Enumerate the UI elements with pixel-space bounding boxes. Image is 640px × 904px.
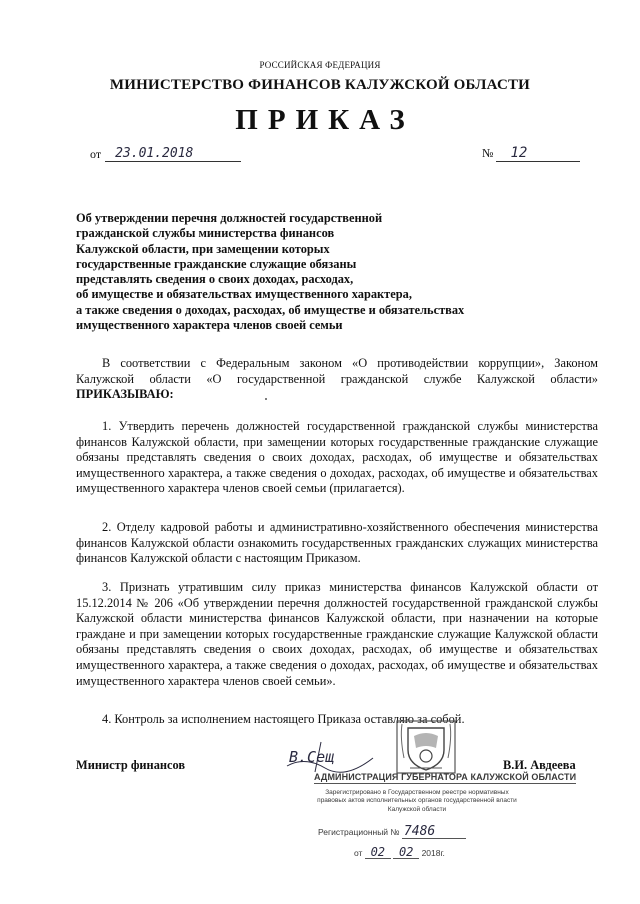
stamp-line: Зарегистрировано в Государственном реестре нормативных	[325, 789, 509, 796]
registration-number-row	[318, 825, 466, 839]
order-date-line	[90, 146, 241, 162]
subject-line: имущественного характера членов своей семьи	[76, 318, 343, 333]
registration-day: 02	[365, 846, 391, 859]
date-label: от	[90, 147, 102, 161]
signatory-title: Министр финансов	[76, 758, 186, 772]
signatory-name: В.И. Авдеева	[503, 758, 576, 772]
clause-4: 4. Контроль за исполнением настоящего Приказа оставляю за собой.	[102, 712, 465, 726]
subject-line: гражданской службы министерства финансов	[76, 226, 335, 241]
registration-month: 02	[393, 846, 419, 859]
order-number-line	[482, 146, 580, 162]
clause-2: 2. Отделу кадровой работы и административно-хозяйственного обеспечения министерства финансов Калужской области ознакомить государственных гражданских служащих министерства финансов Калужской области с настоящим Приказом.	[76, 520, 598, 566]
signature-text: В.Сещ	[289, 748, 335, 766]
registration-date-prefix: от	[354, 848, 363, 858]
preamble-paragraph	[76, 356, 598, 403]
stamp-heading: АДМИНИСТРАЦИЯ ГУБЕРНАТОРА КАЛУЖСКОЙ ОБЛАСТИ	[314, 772, 577, 782]
scan-speck	[265, 398, 267, 400]
ministry-heading: МИНИСТЕРСТВО ФИНАНСОВ КАЛУЖСКОЙ ОБЛАСТИ	[109, 77, 531, 93]
order-subject	[76, 211, 546, 333]
preamble-text: В соответствии с Федеральным законом «О противодействии коррупции», Законом Калужской области «О государственной гражданской службе Калужской области»	[76, 356, 598, 386]
federation-heading: РОССИЙСКАЯ ФЕДЕРАЦИЯ	[259, 60, 381, 70]
subject-line: а также сведения о доходах, расходах, об имуществе и обязательствах	[76, 302, 465, 317]
stamp-text-block	[306, 789, 528, 814]
document-type-title: ПРИКАЗ	[235, 104, 415, 136]
stamp-line: Калужской области	[387, 805, 447, 813]
order-date-value: 23.01.2018	[105, 146, 241, 162]
registration-date-row	[354, 846, 445, 859]
registration-number-value: 7486	[402, 825, 466, 839]
coat-of-arms-stamp-icon	[394, 718, 458, 776]
subject-line: представлять сведения о своих доходах, расходах,	[76, 272, 354, 287]
subject-line: Об утверждении перечня должностей государственной	[76, 211, 383, 225]
subject-line: об имуществе и обязательствах имущественного характера,	[76, 287, 412, 302]
subject-line: Калужской области, при замещении которых	[76, 241, 330, 256]
registration-year: 2018г.	[421, 848, 445, 858]
clause-3: 3. Признать утратившим силу приказ министерства финансов Калужской области от 15.12.2014 № 206 «Об утверждении перечня должностей государственной гражданской службы Калужской области министерства финансов Калужской области, при назначении на которые граждане и при замещении которых государственные гражданские служащие Калужской области обязаны представлять сведения о своих доходах, расходах, об имуществе и обязательствах имущественного характера, а также сведения о доходах, расходах, об имуществе и обязательствах имущественного характера членов своей семьи».	[76, 580, 598, 688]
order-word: ПРИКАЗЫВАЮ:	[76, 387, 174, 402]
clause-1: 1. Утвердить перечень должностей государственной гражданской службы министерства финансов Калужской области, при замещении которых государственные гражданские служащие обязаны представлять сведения о своих доходах, расходах, об имуществе и обязательствах имущественного характера, а также сведения о доходах, расходах, об имуществе и обязательствах имущественного характера членов своей семьи (прилагается).	[76, 419, 598, 496]
registration-number-label: Регистрационный №	[318, 827, 400, 837]
subject-line: государственные гражданские служащие обязаны	[76, 256, 357, 271]
stamp-line: правовых актов исполнительных органов государственной власти	[317, 797, 517, 805]
number-label: №	[482, 146, 494, 160]
registration-stamp	[306, 772, 577, 866]
order-number-value: 12	[496, 146, 580, 162]
